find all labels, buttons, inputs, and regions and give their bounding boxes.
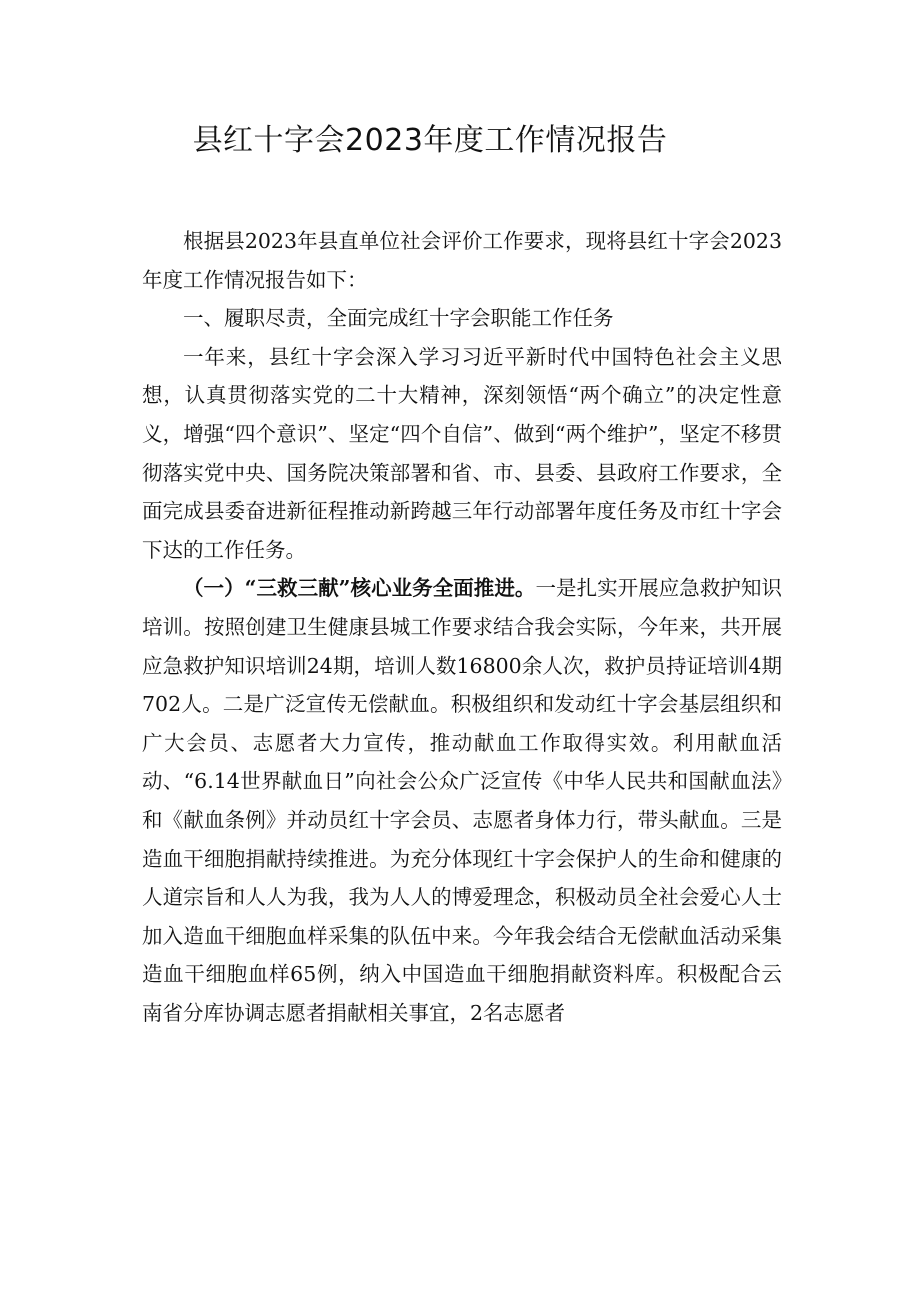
document-body (142, 222, 782, 1032)
subsection-paragraph (142, 569, 782, 1032)
intro-paragraph: 根据县2023年县直单位社会评价工作要求，现将县红十字会2023年度工作情况报告如下： (142, 229, 782, 292)
subsection-lead: （一）“三救三献”核心业务全面推进。 (183, 576, 536, 601)
document-title: 县红十字会2023年度工作情况报告 (192, 123, 668, 158)
section-heading: 一、履职尽责，全面完成红十字会职能工作任务 (183, 306, 614, 331)
section-paragraph: 一年来，县红十字会深入学习习近平新时代中国特色社会主义思想，认真贯彻落实党的二十大精神，深刻领悟“两个确立”的决定性意义，增强“四个意识”、坚定“四个自信”、做到“两个维护”，坚定不移贯彻落实党中央、国务院决策部署和省、市、县委、县政府工作要求，全面完成县委奋进新征程推动新跨越三年行动部署年度任务及市红十字会下达的工作任务。 (142, 344, 782, 562)
subsection-text: 一是扎实开展应急救护知识培训。按照创建卫生健康县城工作要求结合我会实际，今年来，共开展应急救护知识培训24期，培训人数16800余人次，救护员持证培训4期702人。二是广泛宣传无偿献血。积极组织和发动红十字会基层组织和广大会员、志愿者大力宣传，推动献血工作取得实效。利用献血活动、“6.14世界献血日”向社会公众广泛宣传《中华人民共和国献血法》和《献血条例》并动员红十字会员、志愿者身体力行，带头献血。三是造血干细胞捐献持续推进。为充分体现红十字会保护人的生命和健康的人道宗旨和人人为我，我为人人的博爱理念，积极动员全社会爱心人士加入造血干细胞血样采集的队伍中来。今年我会结合无偿献血活动采集造血干细胞血样65例，纳入中国造血干细胞捐献资料库。积极配合云南省分库协调志愿者捐献相关事宜，2名志愿者 (142, 576, 783, 1025)
